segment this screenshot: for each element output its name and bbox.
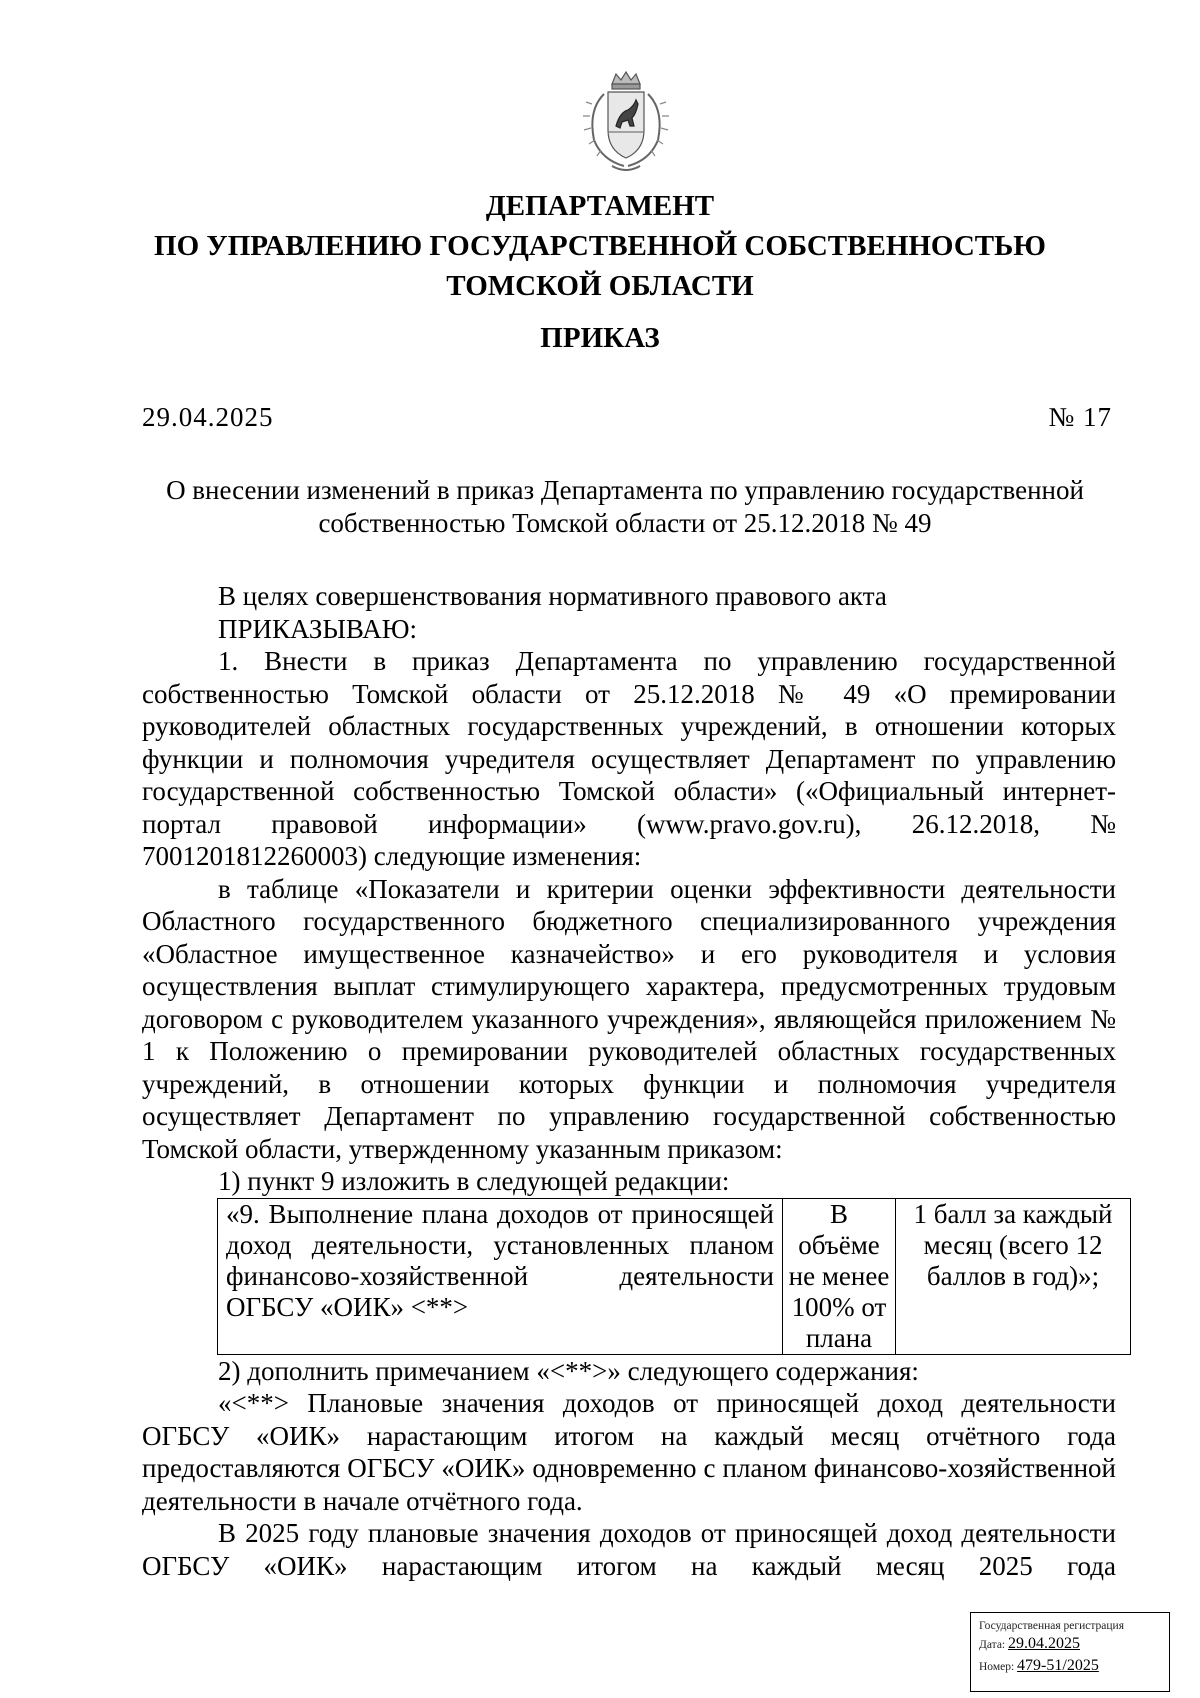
stamp-date-label: Дата: — [979, 1639, 1006, 1651]
document-number: № 17 — [1048, 402, 1112, 432]
document-type: ПРИКАЗ — [540, 322, 660, 354]
note-paragraph: «<**> Плановые значения доходов от приносящей доход деятельности ОГБСУ «ОИК» нарастающим итогом на каждый месяц отчётного года предоставляются ОГБСУ «ОИК» одновременно с планом финансово-хозяйственной деятельности в начале отчётного года. — [142, 1388, 1116, 1516]
subitem-2: 2) дополнить примечанием «<**>» следующего содержания: — [218, 1355, 919, 1386]
subitem-1: 1) пункт 9 изложить в следующей редакции: — [218, 1166, 730, 1196]
stamp-number-label: Номер: — [979, 1661, 1015, 1673]
intro-paragraph: В целях совершенствования нормативного правового акта — [218, 581, 887, 611]
stamp-number-value: 479-51/2025 — [1017, 1657, 1099, 1674]
registration-stamp — [970, 1612, 1170, 1692]
year-2025-paragraph: В 2025 году плановые значения доходов от приносящей доход деятельности ОГБСУ «ОИК» нарастающим итогом на каждый месяц 2025 года — [142, 1518, 1116, 1581]
department-line-1: ДЕПАРТАМЕНТ — [485, 190, 715, 222]
stamp-date-value: 29.04.2025 — [1008, 1635, 1080, 1652]
stamp-number-row — [979, 1655, 1169, 1677]
subject-line-1: О внесении изменений в приказ Департамента по управлению государственной — [166, 475, 1084, 505]
stamp-date-row — [979, 1633, 1169, 1655]
coat-of-arms-icon — [568, 70, 684, 176]
order-word: ПРИКАЗЫВАЮ: — [218, 613, 417, 644]
date-number-line — [142, 401, 1112, 433]
points-cell: 1 балл за каждый месяц (всего 12 баллов в год)»; — [896, 1198, 1131, 1354]
criterion-cell: В объёме не менее 100% от плана — [783, 1198, 896, 1354]
subject-line-2: собственностью Томской области от 25.12.2018 № 49 — [318, 508, 932, 538]
department-line-3: ТОМСКОЙ ОБЛАСТИ — [446, 270, 754, 302]
indicator-cell: «9. Выполнение плана доходов от приносящей доход деятельности, установленных планом финансово-хозяйственной деятельности ОГБСУ «ОИК» <**> — [218, 1198, 783, 1354]
department-name — [100, 186, 1100, 306]
table-row — [218, 1198, 1131, 1354]
department-line-2: ПО УПРАВЛЕНИЮ ГОСУДАРСТВЕННОЙ СОБСТВЕННОСТЬЮ — [154, 230, 1046, 262]
document-body — [142, 580, 1116, 1582]
item-1-paragraph: 1. Внести в приказ Департамента по управлению государственной собственностью Томской области от 25.12.2018 № 49 «О премировании руководителей областных государственных учреждений, в отношении которых функции и полномочия учредителя осуществляет Департамент по управлению государственной собственностью Томской области» («Официальный интернет-портал правовой информации» (www.pravo.gov.ru), 26.12.2018, № 7001201812260003) следующие изменения: — [142, 646, 1116, 871]
stamp-title: Государственная регистрация — [979, 1620, 1124, 1632]
table-intro-paragraph: в таблице «Показатели и критерии оценки эффективности деятельности Областного государственного бюджетного специализированного учреждения «Областное имущественное казначейство» и его руководителя и условия осуществления выплат стимулирующего характера, предусмотренных трудовым договором с руководителем указанного учреждения», являющейся приложением № 1 к Положению о премировании руководителей областных государственных учреждений, в отношении которых функции и полномочия учредителя осуществляет Департамент по управлению государственной собственностью Томской области, утвержденному указанным приказом: — [142, 873, 1116, 1164]
document-date: 29.04.2025 — [142, 402, 274, 432]
document-subject — [130, 474, 1120, 540]
criteria-table — [217, 1198, 1131, 1355]
